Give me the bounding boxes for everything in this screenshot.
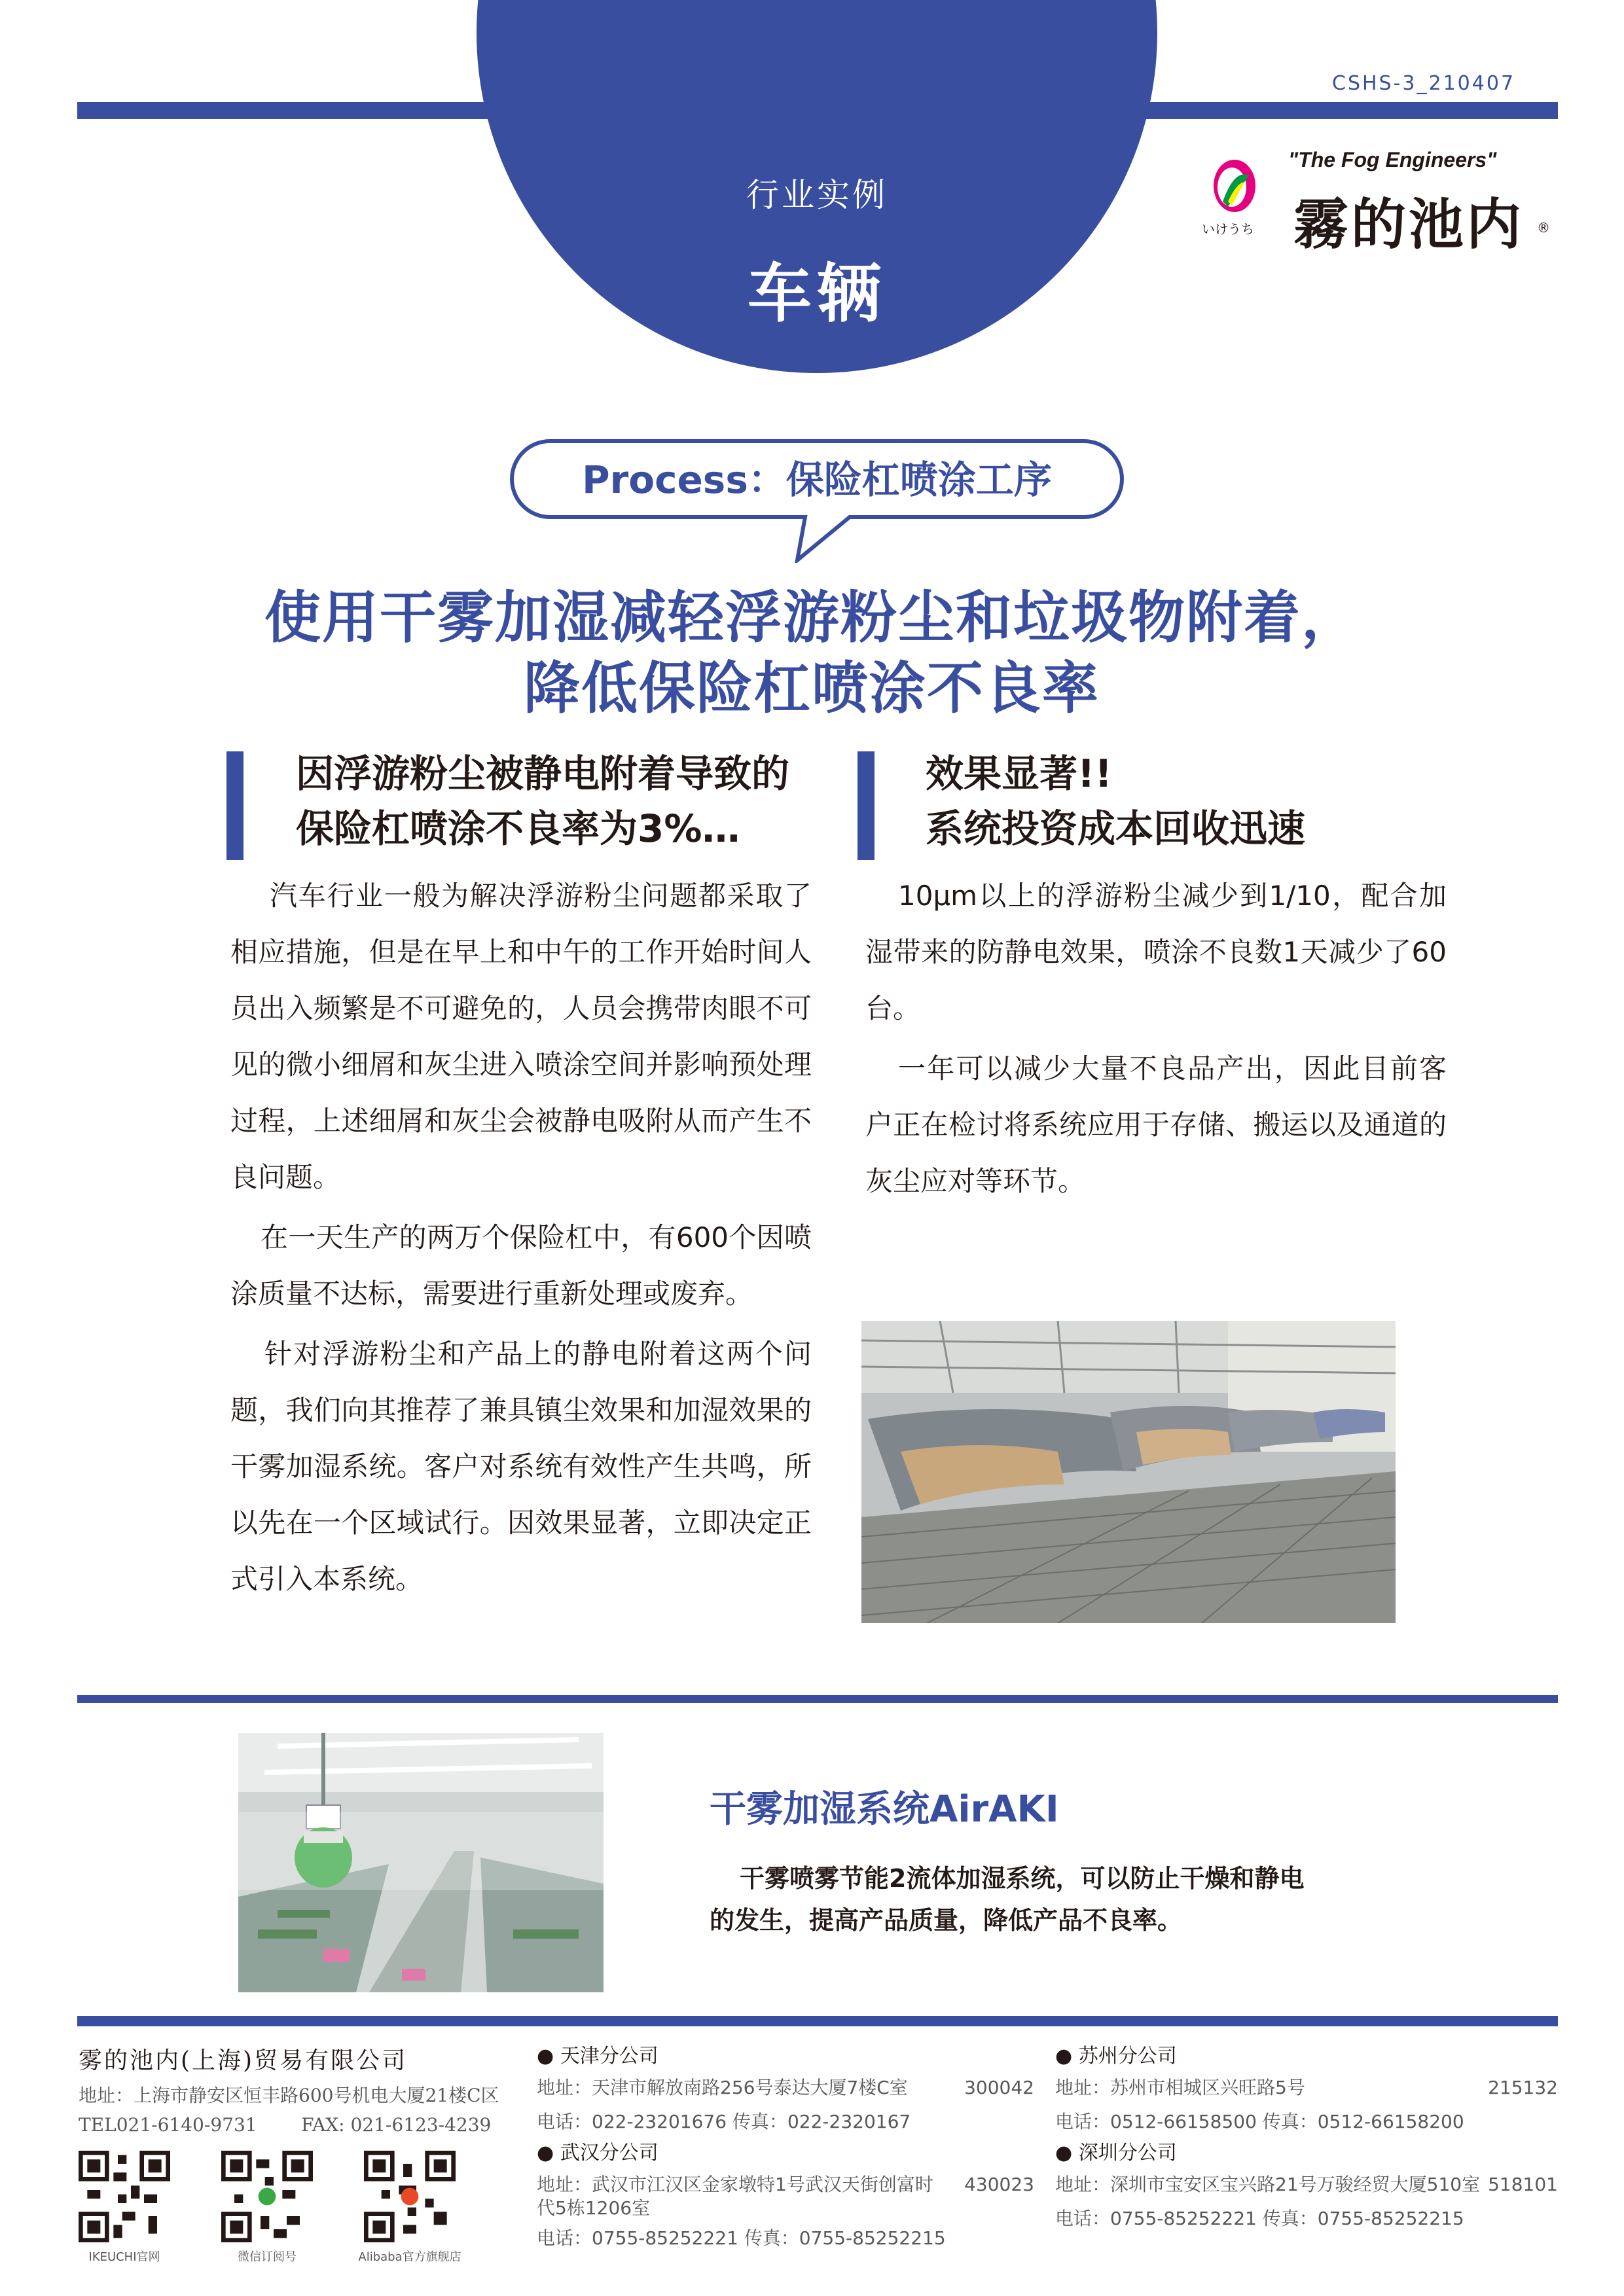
right-paragraph-1: 10μm以上的浮游粉尘减少到1/10，配合加湿带来的防静电效果，喷涂不良数1天减少了60台。 (865, 880, 1447, 1024)
qr-code-alibaba[interactable] (364, 2151, 456, 2242)
branch-tianjin-contact: 电话：022-23201676 传真：022-2320167 (537, 2111, 911, 2132)
left-paragraph-1: 汽车行业一般为解决浮游粉尘问题都采取了相应措施，但是在早上和中午的工作开始时间人员出入频繁是不可避免的，人员会携带肉眼不可见的微小细屑和灰尘进入喷涂空间并影响预处理过程，上述细屑和灰尘会被静电吸附从而产生不良问题。 (230, 880, 812, 1193)
branch-tianjin-address-row (537, 2076, 1034, 2100)
branch-wuhan-address-row (537, 2173, 1034, 2220)
ikeuchi-logo-icon (1203, 156, 1266, 219)
branch-suzhou-name: ● 苏州分公司 (1055, 2045, 1177, 2068)
qr-caption-alibaba: Alibaba官方旗舰店 (358, 2250, 461, 2264)
right-paragraph-2: 一年可以减少大量不良品产出，因此目前客户正在检讨将系统应用于存储、搬运以及通道的灰尘应对等环节。 (865, 1052, 1447, 1197)
headline-line-1: 使用干雾加湿减轻浮游粉尘和垃圾物附着， (264, 585, 1359, 651)
branch-shenzhen-address-row (1055, 2173, 1558, 2197)
branch-wuhan-name: ● 武汉分公司 (537, 2142, 659, 2164)
left-subhead-line-1: 因浮游粉尘被静电附着导致的 (296, 751, 790, 796)
branch-suzhou (1055, 2039, 1558, 2134)
footer-rule (77, 2016, 1558, 2026)
left-subhead-line-2: 保险杠喷涂不良率为3%… (296, 806, 740, 851)
company-fax: FAX: 021-6123-4239 (301, 2114, 492, 2136)
branch-suzhou-address: 地址：苏州市相城区兴旺路5号 (1055, 2077, 1305, 2098)
left-body (230, 868, 812, 1607)
qr-code-wechat[interactable] (221, 2151, 313, 2242)
product-description: 干雾喷雾节能2流体加湿系统，可以防止干燥和静电的发生，提高产品质量，降低产品不良率。 (710, 1864, 1305, 1935)
branch-shenzhen-contact: 电话：0755-85252221 传真：0755-85252215 (1055, 2208, 1464, 2229)
branch-tianjin-address: 地址：天津市解放南路256号泰达大厦7楼C室 (537, 2077, 908, 2098)
process-label: Process：保险杠喷涂工序 (582, 457, 1052, 502)
branch-tianjin-name: ● 天津分公司 (537, 2045, 659, 2068)
left-paragraph-2: 在一天生产的两万个保险杠中，有600个因喷涂质量不达标，需要进行重新处理或废弃。 (230, 1221, 812, 1310)
headline (79, 583, 1545, 724)
factory-fog-system-photo (238, 1733, 604, 1992)
qr-caption-official-site: IKEUCHI官网 (88, 2250, 160, 2264)
company-address: 地址：上海市静安区恒丰路600号机电大厦21楼C区 (79, 2085, 499, 2106)
branch-wuhan-contact: 电话：0755-85252221 传真：0755-85252215 (537, 2227, 946, 2249)
company-tel: TEL021-6140-9731 (79, 2114, 257, 2136)
qr-code-official-site[interactable] (79, 2151, 170, 2242)
logo-name: 霧的池内 (1293, 192, 1525, 257)
document-id: CSHS-3_210407 (1332, 72, 1516, 95)
branch-shenzhen-address: 地址：深圳市宝安区宝兴路21号万骏经贸大厦510室 (1055, 2174, 1481, 2195)
qr-caption-wechat: 微信订阅号 (238, 2250, 297, 2264)
branch-shenzhen-name: ● 深圳分公司 (1055, 2142, 1177, 2164)
registered-mark: ® (1537, 220, 1550, 236)
industry-label: 行业实例 (746, 176, 888, 214)
left-subhead-bar (226, 751, 244, 860)
right-subhead-line-1: 效果显著!! (926, 751, 1112, 796)
branch-tianjin-zip: 300042 (964, 2077, 1034, 2098)
branch-tianjin (537, 2039, 1034, 2134)
right-subhead (926, 746, 1489, 856)
company-name: 雾的池内(上海)贸易有限公司 (79, 2047, 408, 2074)
right-subhead-line-2: 系统投资成本回收迅速 (926, 806, 1306, 851)
branch-wuhan-zip: 430023 (964, 2174, 1034, 2195)
right-subhead-bar (857, 751, 875, 860)
left-subhead (296, 746, 859, 856)
industry-title: 车辆 (747, 257, 886, 331)
branch-suzhou-address-row (1055, 2076, 1558, 2100)
branch-suzhou-contact: 电话：0512-66158500 传真：0512-66158200 (1055, 2111, 1464, 2132)
right-body (865, 868, 1447, 1210)
headline-line-2: 降低保险杠喷涂不良率 (524, 656, 1100, 721)
branch-wuhan-address: 地址：武汉市江汉区金家墩特1号武汉天街创富时代5栋1206室 (537, 2174, 933, 2219)
product-title: 干雾加湿系统AirAKI (710, 1788, 1059, 1831)
section-divider (77, 1695, 1558, 1703)
left-paragraph-3: 针对浮游粉尘和产品上的静电附着这两个问题，我们向其推荐了兼具镇尘效果和加湿效果的干雾加湿系统。客户对系统有效性产生共鸣，所以先在一个区域试行。因效果显著，立即决定正式引入本系统。 (230, 1338, 812, 1595)
logo-tagline: "The Fog Engineers" (1288, 148, 1497, 171)
branch-wuhan (537, 2136, 1034, 2250)
bumper-painting-line-photo (861, 1321, 1396, 1623)
logo-kana: いけうち (1202, 221, 1254, 237)
branch-shenzhen-zip: 518101 (1488, 2174, 1558, 2195)
branch-suzhou-zip: 215132 (1488, 2077, 1558, 2098)
branch-shenzhen (1055, 2136, 1558, 2231)
